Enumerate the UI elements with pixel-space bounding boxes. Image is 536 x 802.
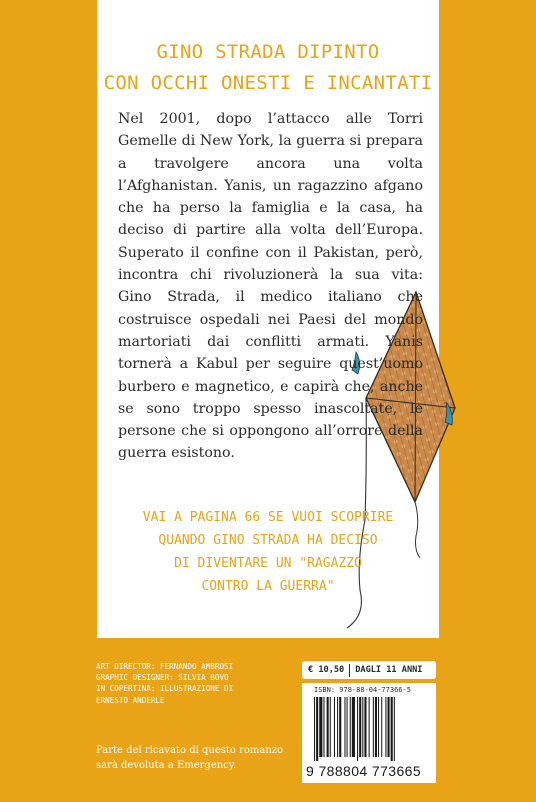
callout-line-4: CONTRO LA GUERRA" bbox=[201, 579, 335, 594]
headline-line-2: CON OCCHI ONESTI E INCANTATI bbox=[103, 72, 433, 94]
synopsis: Nel 2001, dopo l’attacco alle Torri Gemelle di New York, la guerra si prepara a travolgere ancora una volta l’Afghanistan. Yanis, un ragazzino afgano che ha perso la famiglia e la casa, ha deciso di partire alla volta dell’Europa. Superato il confine con il Pakistan, però, incontra chi rivoluzionerà la sua vita: Gino Strada, il medico italiano che costruisce ospedali nei Paesi del mondo martoriati dai conflitti armati. Yanis tornerà a Kabul per seguire quest’uomo burbero e magnetico, e capirà che, anche se sono troppo spesso inascoltate, le persone che si oppongono all’orrore della guerra esistono. bbox=[118, 111, 423, 462]
credit-cover-line-1: IN COPERTINA: ILLUSTRAZIONE DI bbox=[96, 684, 234, 694]
headline bbox=[97, 37, 439, 99]
callout-line-1: VAI A PAGINA 66 SE VUOI SCOPRIRE bbox=[142, 510, 394, 525]
barcode bbox=[314, 697, 426, 761]
callout-line-2: QUANDO GINO STRADA HA DECISO bbox=[158, 533, 378, 548]
isbn: ISBN: 978-88-04-77366-5 bbox=[314, 686, 411, 694]
emergency-note: Parte del ricavato di questo romanzo sarà devoluta a Emergency. bbox=[96, 745, 284, 771]
credit-art-director: ART DIRECTOR: FERNANDO AMBROSI bbox=[96, 662, 234, 671]
price: € 10,50 bbox=[308, 665, 345, 675]
barcode-number: 9 788804 773665 bbox=[306, 763, 421, 779]
page-callout bbox=[97, 506, 439, 598]
price-box bbox=[302, 661, 436, 679]
barcode-box bbox=[302, 683, 436, 783]
headline-line-1: GINO STRADA DIPINTO bbox=[156, 41, 380, 63]
callout-line-3: DI DIVENTARE UN "RAGAZZO bbox=[174, 556, 362, 571]
age-range: DAGLI 11 ANNI bbox=[355, 665, 423, 675]
credit-graphic-designer: GRAPHIC DESIGNER: SILVIA BOVO bbox=[96, 673, 229, 683]
credit-cover-line-2: ERNESTO ANDERLE bbox=[96, 695, 165, 705]
credits bbox=[96, 661, 276, 706]
